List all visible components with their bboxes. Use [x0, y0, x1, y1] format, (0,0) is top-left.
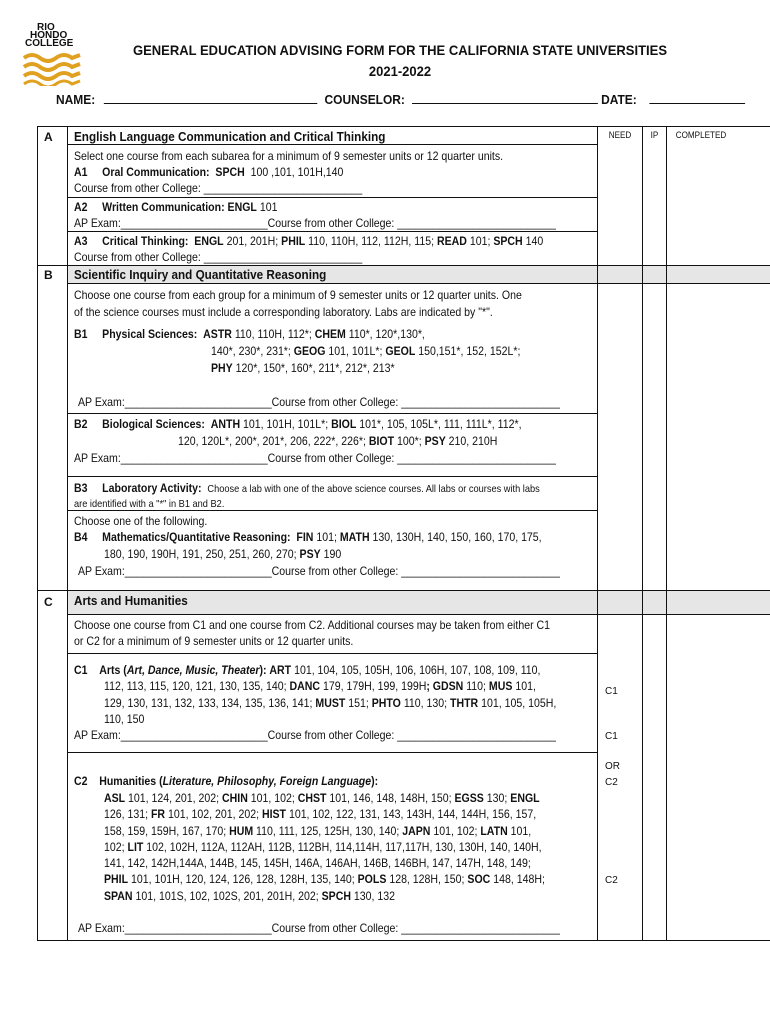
c2-row-2: ASL 101, 124, 201, 202; CHIN 101, 102; CHST 101, 146, 148, 148H, 150; EGSS 130; ENGL — [104, 791, 540, 805]
need-mark-or: OR — [605, 761, 620, 772]
a2-dept: ENGL — [227, 200, 257, 214]
a3-row — [74, 233, 543, 249]
row-divider — [68, 197, 598, 198]
need-mark-c2: C2 — [605, 777, 618, 788]
college-logo — [22, 24, 82, 86]
b3-code: B3 — [74, 481, 88, 495]
section-divider — [37, 265, 770, 266]
c1-row-1: C1 Arts (Art, Dance, Music, Theater): ART 101, 104, 105, 105H, 106, 106H, 107, 108, 109, 110, — [74, 663, 541, 677]
b3-label: Laboratory Activity: — [102, 481, 202, 495]
c2-row-4: 158, 159, 159H, 167, 170; HUM 110, 111, 125, 125H, 130, 140; JAPN 101, 102; LATN 101, — [104, 824, 532, 838]
b3-text-2: are identified with a "*" in B1 and B2. — [74, 498, 225, 510]
a2-ap-exam[interactable]: AP Exam:_________________________Course from other College: ___________________________ — [74, 216, 556, 230]
row-divider — [68, 413, 598, 414]
c2-row-3: 126, 131; FR 101, 102, 201, 202; HIST 101, 102, 122, 131, 143, 143H, 144, 144H, 156, 157, — [104, 807, 537, 821]
c2-row-5: 102; LIT 102, 102H, 112A, 112AH, 112B, 112BH, 114,114H, 117,117H, 130, 130H, 140, 140H, — [104, 840, 542, 854]
a1-dept: SPCH — [215, 165, 245, 179]
b4-intro: Choose one of the following. — [74, 514, 208, 528]
b1-label: Physical Sciences: — [102, 327, 198, 341]
name-label: NAME: — [56, 92, 96, 107]
section-c-intro-2: or C2 for a minimum of 9 semester units or 12 quarter units. — [74, 634, 354, 648]
b4-ap-exam[interactable]: AP Exam:_________________________Course from other College: ___________________________ — [78, 564, 560, 578]
a1-code: A1 — [74, 165, 88, 179]
section-c-intro-1: Choose one course from C1 and one course from C2. Additional courses may be taken from either C1 — [74, 618, 551, 632]
a1-label: Oral Communication: — [102, 165, 210, 179]
section-c-heading: Arts and Humanities — [74, 593, 188, 608]
row-divider — [68, 231, 598, 232]
need-mark-c1: C1 — [605, 731, 618, 742]
need-column-header: NEED — [608, 130, 632, 140]
a1-row — [74, 164, 343, 180]
a2-row — [74, 199, 277, 215]
row-divider — [68, 144, 598, 145]
section-a-intro: Select one course from each subarea for a minimum of 9 semester units or 12 quarter units. — [74, 149, 504, 163]
form-title-year: 2021-2022 — [368, 63, 432, 79]
b1-courses-3: PHY 120*, 150*, 160*, 211*, 212*, 213* — [211, 361, 395, 375]
section-a-heading: English Language Communication and Critical Thinking — [74, 129, 386, 144]
row-divider — [68, 614, 770, 615]
ip-column-header: IP — [650, 130, 659, 140]
b2-label: Biological Sciences: — [102, 417, 205, 431]
ip-column-divider — [642, 126, 643, 941]
form-title — [121, 40, 679, 82]
section-b-letter: B — [44, 268, 53, 282]
section-b-intro-2: of the science courses must include a corresponding laboratory. Labs are indicated by "*". — [74, 305, 493, 319]
b3-text: Choose a lab with one of the above science courses. All labs or courses with labs — [207, 483, 540, 495]
completed-column-header: COMPLETED — [675, 130, 727, 140]
a3-other-college[interactable]: Course from other College: ___________________________ — [74, 250, 363, 264]
logo-text-line1: RIO — [37, 22, 55, 33]
logo-text-line2: HONDO — [30, 30, 68, 41]
c2-row-8: SPAN 101, 101S, 102, 102S, 201, 201H, 202; SPCH 130, 132 — [104, 889, 396, 903]
b1-row — [74, 326, 425, 342]
date-label: DATE: — [601, 92, 637, 107]
logo-text-line3: COLLEGE — [25, 38, 74, 49]
b1-courses-2: 140*, 230*, 231*; GEOG 101, 101L*; GEOL 150,151*, 152, 152L*; — [211, 344, 521, 358]
b4-courses-1: FIN 101; MATH 130, 130H, 140, 150, 160, 170, 175, — [296, 530, 542, 544]
b4-courses-2: 180, 190, 190H, 191, 250, 251, 260, 270; PSY 190 — [104, 547, 342, 561]
b4-label: Mathematics/Quantitative Reasoning: — [102, 530, 291, 544]
c1-ap-exam[interactable]: AP Exam:_________________________Course from other College: ___________________________ — [74, 728, 556, 742]
section-b-intro-1: Choose one course from each group for a minimum of 9 semester units or 12 quarter units. One — [74, 288, 522, 302]
date-field[interactable] — [649, 93, 745, 104]
row-divider — [68, 752, 598, 753]
logo-waves-icon — [22, 52, 82, 86]
c2-row-6: 141, 142, 142H,144A, 144B, 145, 145H, 146A, 146AH, 146B, 146BH, 147, 147H, 148, 149; — [104, 856, 531, 870]
a3-label: Critical Thinking: — [102, 234, 189, 248]
c2-row-1: C2 Humanities (Literature, Philosophy, Foreign Language): — [74, 774, 379, 788]
completed-column-divider — [666, 126, 667, 941]
c1-row-4: 110, 150 — [104, 712, 145, 726]
counselor-field[interactable] — [412, 93, 598, 104]
b4-row — [74, 529, 542, 545]
b2-ap-exam[interactable]: AP Exam:_________________________Course from other College: ___________________________ — [74, 451, 556, 465]
row-divider — [68, 476, 598, 477]
a3-code: A3 — [74, 234, 88, 248]
student-info-row — [56, 92, 745, 107]
name-field[interactable] — [104, 93, 317, 104]
a1-other-college[interactable]: Course from other College: ___________________________ — [74, 181, 363, 195]
letter-column-divider — [67, 126, 68, 941]
a1-courses: 100 ,101, 101H,140 — [250, 165, 344, 179]
c1-row-3: 129, 130, 131, 132, 133, 134, 135, 136, 141; MUST 151; PHTO 110, 130; THTR 101, 105, 105H, — [104, 696, 557, 710]
row-divider — [68, 283, 770, 284]
b1-code: B1 — [74, 327, 88, 341]
row-divider — [68, 653, 598, 654]
b2-row — [74, 416, 522, 432]
counselor-label: COUNSELOR: — [324, 92, 405, 107]
b2-code: B2 — [74, 417, 88, 431]
b2-courses-1: ANTH 101, 101H, 101L*; BIOL 101*, 105, 105L*, 111, 111L*, 112*, — [210, 417, 522, 431]
a3-courses: ENGL 201, 201H; PHIL 110, 110H, 112, 112H, 115; READ 101; SPCH 140 — [194, 234, 544, 248]
section-a-letter: A — [44, 130, 53, 144]
a2-code: A2 — [74, 200, 88, 214]
a2-label: Written Communication: — [102, 200, 225, 214]
form-title-line1: GENERAL EDUCATION ADVISING FORM FOR THE CALIFORNIA STATE UNIVERSITIES — [132, 42, 668, 58]
b4-code: B4 — [74, 530, 88, 544]
section-b-heading: Scientific Inquiry and Quantitative Reasoning — [74, 267, 327, 282]
c1-row-2: 112, 113, 115, 120, 121, 130, 135, 140; DANC 179, 179H, 199, 199H; GDSN 110; MUS 101, — [104, 679, 536, 693]
section-divider — [37, 590, 770, 591]
section-c-letter: C — [44, 595, 53, 609]
c2-ap-exam[interactable]: AP Exam:_________________________Course from other College: ___________________________ — [78, 921, 560, 935]
b1-courses-1: ASTR 110, 110H, 112*; CHEM 110*, 120*,130*, — [203, 327, 425, 341]
a2-courses: 101 — [259, 200, 278, 214]
need-column-divider — [597, 126, 598, 941]
need-mark-c2: C2 — [605, 875, 618, 886]
c2-row-7: PHIL 101, 101H, 120, 124, 126, 128, 128H, 135, 140; POLS 128, 128H, 150; SOC 148, 148H; — [104, 872, 545, 886]
b1-ap-exam[interactable]: AP Exam:_________________________Course from other College: ___________________________ — [78, 395, 560, 409]
b2-courses-2: 120, 120L*, 200*, 201*, 206, 222*, 226*; BIOT 100*; PSY 210, 210H — [178, 434, 498, 448]
need-mark-c1: C1 — [605, 686, 618, 697]
b3-row — [74, 480, 540, 497]
